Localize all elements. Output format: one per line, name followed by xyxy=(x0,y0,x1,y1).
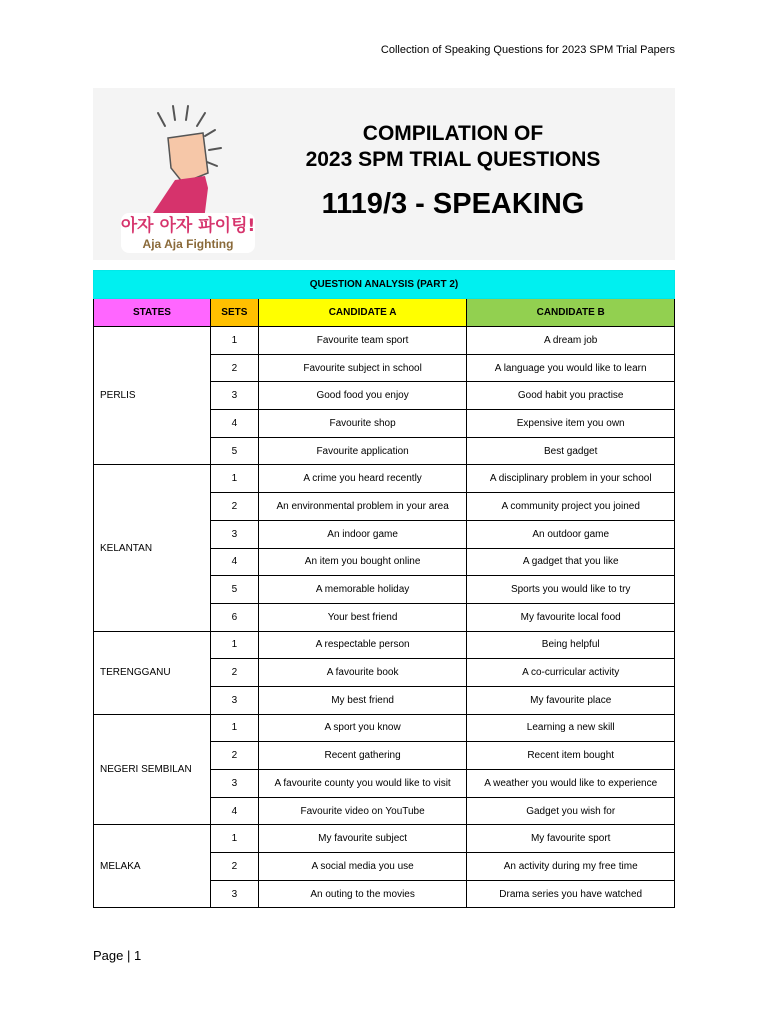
set-cell: 3 xyxy=(210,686,258,714)
svg-text:아자 아자 파이팅!: 아자 아자 파이팅! xyxy=(120,216,256,236)
candidate-a-cell: An outing to the movies xyxy=(258,880,467,908)
candidate-b-cell: A community project you joined xyxy=(467,493,675,521)
candidate-b-cell: Expensive item you own xyxy=(467,410,675,438)
candidate-b-cell: A dream job xyxy=(467,327,675,355)
candidate-a-cell: My favourite subject xyxy=(258,825,467,853)
set-cell: 3 xyxy=(210,880,258,908)
table-row xyxy=(94,714,675,742)
header-sets: SETS xyxy=(210,299,258,327)
state-cell: KELANTAN xyxy=(94,465,211,631)
running-header: Collection of Speaking Questions for 2023 SPM Trial Papers xyxy=(380,44,675,56)
candidate-a-cell: My best friend xyxy=(258,686,467,714)
set-cell: 4 xyxy=(210,410,258,438)
set-cell: 1 xyxy=(210,327,258,355)
state-cell: PERLIS xyxy=(94,327,211,465)
set-cell: 2 xyxy=(210,493,258,521)
candidate-a-cell: An indoor game xyxy=(258,520,467,548)
header-candidate-a: CANDIDATE A xyxy=(258,299,467,327)
table-row xyxy=(94,327,675,355)
candidate-a-cell: A respectable person xyxy=(258,631,467,659)
set-cell: 5 xyxy=(210,437,258,465)
table-row xyxy=(94,631,675,659)
candidate-a-cell: Favourite shop xyxy=(258,410,467,438)
set-cell: 2 xyxy=(210,853,258,881)
candidate-a-cell: A favourite book xyxy=(258,659,467,687)
set-cell: 3 xyxy=(210,520,258,548)
candidate-a-cell: Favourite team sport xyxy=(258,327,467,355)
candidate-a-cell: Favourite application xyxy=(258,437,467,465)
candidate-a-cell: Good food you enjoy xyxy=(258,382,467,410)
set-cell: 2 xyxy=(210,742,258,770)
candidate-a-cell: Recent gathering xyxy=(258,742,467,770)
set-cell: 3 xyxy=(210,382,258,410)
candidate-b-cell: Drama series you have watched xyxy=(467,880,675,908)
set-cell: 5 xyxy=(210,576,258,604)
header-states: STATES xyxy=(94,299,211,327)
banner-subject-code: 1119/3 - SPEAKING xyxy=(321,188,585,220)
candidate-b-cell: A gadget that you like xyxy=(467,548,675,576)
banner xyxy=(93,88,675,260)
candidate-b-cell: An activity during my free time xyxy=(467,853,675,881)
candidate-a-cell: A memorable holiday xyxy=(258,576,467,604)
candidate-a-cell: A favourite county you would like to visit xyxy=(258,770,467,798)
set-cell: 6 xyxy=(210,603,258,631)
candidate-b-cell: Learning a new skill xyxy=(467,714,675,742)
set-cell: 2 xyxy=(210,354,258,382)
candidate-b-cell: A language you would like to learn xyxy=(467,354,675,382)
banner-title: COMPILATION OF 2023 SPM TRIAL QUESTIONS xyxy=(305,122,601,171)
set-cell: 4 xyxy=(210,797,258,825)
page-number: Page | 1 xyxy=(93,948,142,963)
candidate-a-cell: An item you bought online xyxy=(258,548,467,576)
candidate-b-cell: A disciplinary problem in your school xyxy=(467,465,675,493)
set-cell: 1 xyxy=(210,714,258,742)
candidate-a-cell: Your best friend xyxy=(258,603,467,631)
set-cell: 1 xyxy=(210,465,258,493)
candidate-b-cell: My favourite local food xyxy=(467,603,675,631)
table-title: QUESTION ANALYSIS (PART 2) xyxy=(94,271,675,299)
candidate-a-cell: A social media you use xyxy=(258,853,467,881)
set-cell: 4 xyxy=(210,548,258,576)
svg-text:Aja Aja Fighting: Aja Aja Fighting xyxy=(142,237,234,251)
candidate-b-cell: Being helpful xyxy=(467,631,675,659)
state-cell: TERENGGANU xyxy=(94,631,211,714)
set-cell: 3 xyxy=(210,770,258,798)
table-row xyxy=(94,465,675,493)
candidate-b-cell: An outdoor game xyxy=(467,520,675,548)
table-row xyxy=(94,825,675,853)
set-cell: 2 xyxy=(210,659,258,687)
state-cell: MELAKA xyxy=(94,825,211,908)
candidate-b-cell: Recent item bought xyxy=(467,742,675,770)
candidate-a-cell: Favourite subject in school xyxy=(258,354,467,382)
candidate-b-cell: A co-curricular activity xyxy=(467,659,675,687)
set-cell: 1 xyxy=(210,825,258,853)
candidate-a-cell: An environmental problem in your area xyxy=(258,493,467,521)
set-cell: 1 xyxy=(210,631,258,659)
candidate-b-cell: My favourite place xyxy=(467,686,675,714)
candidate-a-cell: A crime you heard recently xyxy=(258,465,467,493)
question-analysis-table xyxy=(93,270,675,908)
candidate-b-cell: Sports you would like to try xyxy=(467,576,675,604)
candidate-b-cell: Good habit you practise xyxy=(467,382,675,410)
fist-logo-icon xyxy=(113,98,263,253)
candidate-b-cell: A weather you would like to experience xyxy=(467,770,675,798)
candidate-b-cell: Best gadget xyxy=(467,437,675,465)
state-cell: NEGERI SEMBILAN xyxy=(94,714,211,825)
header-candidate-b: CANDIDATE B xyxy=(467,299,675,327)
candidate-a-cell: A sport you know xyxy=(258,714,467,742)
candidate-a-cell: Favourite video on YouTube xyxy=(258,797,467,825)
candidate-b-cell: My favourite sport xyxy=(467,825,675,853)
candidate-b-cell: Gadget you wish for xyxy=(467,797,675,825)
